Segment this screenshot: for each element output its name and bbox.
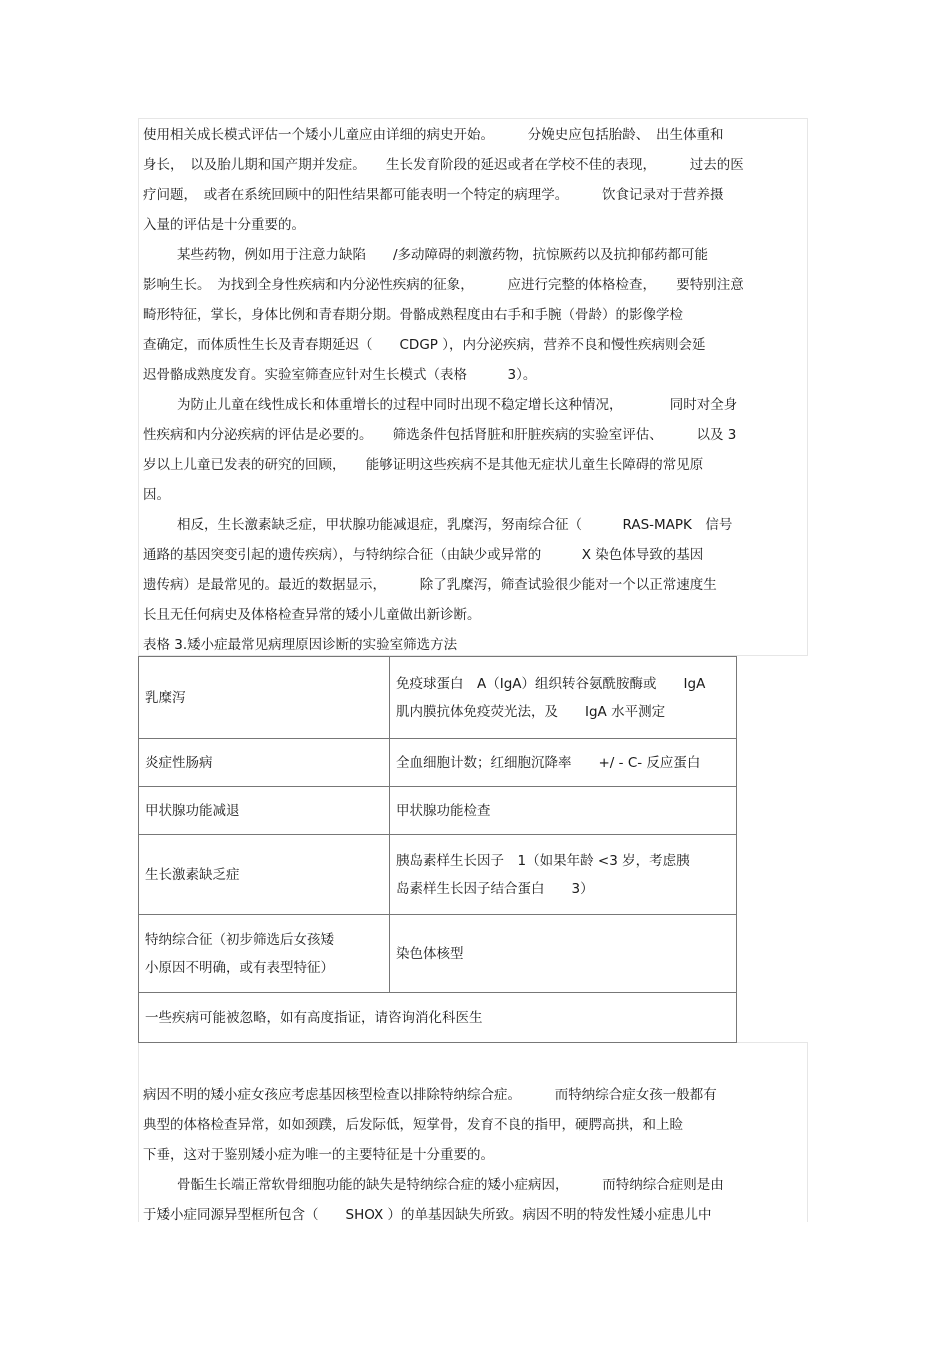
cell-text: 甲状腺功能检查 <box>396 802 491 819</box>
table-row <box>139 915 737 993</box>
text-line: 骨骺生长端正常软骨细胞功能的缺失是特纳综合症的矮小症病因， 而特纳综合症则是由 <box>177 1177 724 1193</box>
table-caption: 表格 3.矮小症最常见病理原因诊断的实验室筛选方法 <box>143 637 458 653</box>
text-line: 因。 <box>143 487 170 503</box>
text-line: 使用相关成长模式评估一个矮小儿童应由详细的病史开始。 分娩史应包括胎龄、 出生体重和 <box>143 127 724 143</box>
cell-text: 炎症性肠病 <box>145 754 213 771</box>
condition-cell <box>139 657 390 739</box>
text-line: 为防止儿童在线性成长和体重增长的过程中同时出现不稳定增长这种情况， 同时对全身 <box>177 397 738 413</box>
method-cell <box>390 787 737 835</box>
paragraph-history <box>143 120 805 240</box>
table-row <box>139 787 737 835</box>
paragraph-karyotype <box>143 1080 805 1170</box>
method-cell <box>390 739 737 787</box>
table-footnote: 一些疾病可能被忽略，如有高度指证，请咨询消化科医生 <box>145 1009 483 1026</box>
table-row <box>139 835 737 915</box>
cell-text: 免疫球蛋白 A（IgA）组织转谷氨酰胺酶或 IgA <box>396 675 706 692</box>
footnote-cell <box>139 993 737 1043</box>
text-line: 疗问题， 或者在系统回顾中的阳性结果都可能表明一个特定的病理学。 饮食记录对于营养摄 <box>143 187 724 203</box>
text-line: 入量的评估是十分重要的。 <box>143 217 305 233</box>
cell-text: 生长激素缺乏症 <box>145 866 240 883</box>
cell-text: 胰岛素样生长因子 1（如果年龄 <3 岁，考虑胰 <box>396 852 690 869</box>
table-row <box>139 739 737 787</box>
method-cell <box>390 657 737 739</box>
paragraph-medications <box>143 240 805 390</box>
method-cell <box>390 835 737 915</box>
paragraph-shox <box>143 1170 805 1230</box>
condition-cell <box>139 835 390 915</box>
cell-text: 肌内膜抗体免疫荧光法，及 IgA 水平测定 <box>396 703 666 720</box>
text-line: 某些药物，例如用于注意力缺陷 /多动障碍的刺激药物，抗惊厥药以及抗抑郁药都可能 <box>177 247 709 263</box>
cell-text: 甲状腺功能减退 <box>145 802 240 819</box>
text-line: 查确定，而体质性生长及青春期延迟（ CDGP ），内分泌疾病，营养不良和慢性疾病则会延 <box>143 337 706 353</box>
text-line: 病因不明的矮小症女孩应考虑基因核型检查以排除特纳综合症。 而特纳综合症女孩一般都有 <box>143 1087 717 1103</box>
screening-table <box>138 656 737 1043</box>
cell-text: 岛素样生长因子结合蛋白 3） <box>396 880 594 897</box>
cell-text: 染色体核型 <box>396 945 464 962</box>
text-line: 迟骨骼成熟度发育。实验室筛查应针对生长模式（表格 3）。 <box>143 367 537 383</box>
table-footnote-row <box>139 993 737 1043</box>
outro-text <box>143 1080 805 1230</box>
cell-text: 全血细胞计数；红细胞沉降率 +/ - C- 反应蛋白 <box>396 754 701 771</box>
text-line: 相反，生长激素缺乏症，甲状腺功能减退症，乳糜泻，努南综合征（ RAS-MAPK 信号 <box>177 517 733 533</box>
text-line: 影响生长。 为找到全身性疾病和内分泌性疾病的征象， 应进行完整的体格检查， 要特别注意 <box>143 277 744 293</box>
text-line: 通路的基因突变引起的遗传疾病），与特纳综合征（由缺少或异常的 X 染色体导致的基因 <box>143 547 704 563</box>
condition-cell <box>139 739 390 787</box>
method-cell <box>390 915 737 993</box>
text-line: 遗传病）是最常见的。最近的数据显示， 除了乳糜泻，筛查试验很少能对一个以正常速度生 <box>143 577 717 593</box>
cell-text: 乳糜泻 <box>145 689 186 706</box>
text-line: 长且无任何病史及体格检查异常的矮小儿童做出新诊断。 <box>143 607 481 623</box>
text-line: 于矮小症同源异型框所包含（ SHOX ）的单基因缺失所致。病因不明的特发性矮小症患儿中 <box>143 1207 712 1223</box>
paragraph-screening <box>143 390 805 510</box>
paragraph-common-causes <box>143 510 805 630</box>
cell-text: 小原因不明确，或有表型特征） <box>145 959 334 976</box>
text-line: 岁以上儿童已发表的研究的回顾， 能够证明这些疾病不是其他无症状儿童生长障碍的常见原 <box>143 457 704 473</box>
text-line: 身长， 以及胎儿期和国产期并发症。 生长发育阶段的延迟或者在学校不佳的表现， 过去的医 <box>143 157 744 173</box>
condition-cell <box>139 915 390 993</box>
intro-text <box>143 120 805 630</box>
text-line: 畸形特征，掌长，身体比例和青春期分期。骨骼成熟程度由右手和手腕（骨龄）的影像学检 <box>143 307 683 323</box>
cell-text: 特纳综合征（初步筛选后女孩矮 <box>145 931 334 948</box>
text-line: 典型的体格检查异常，如如颈蹼，后发际低，短掌骨，发育不良的指甲，硬腭高拱，和上睑 <box>143 1117 683 1133</box>
text-line: 性疾病和内分泌疾病的评估是必要的。 筛选条件包括肾脏和肝脏疾病的实验室评估、 以及 3 <box>143 427 737 443</box>
condition-cell <box>139 787 390 835</box>
text-line: 下垂，这对于鉴别矮小症为唯一的主要特征是十分重要的。 <box>143 1147 494 1163</box>
table-row <box>139 657 737 739</box>
